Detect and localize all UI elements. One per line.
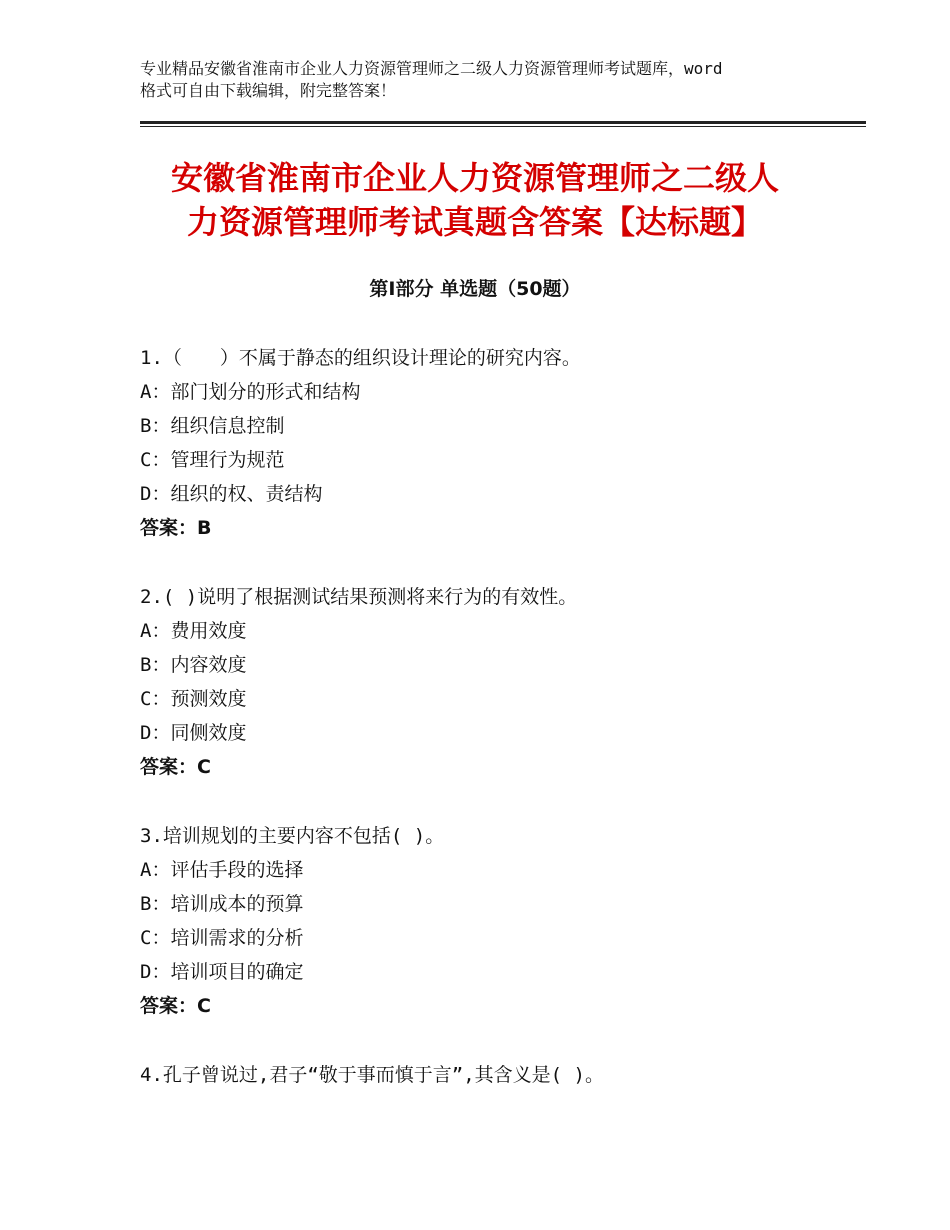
question-stem: 2.( )说明了根据测试结果预测将来行为的有效性。: [140, 586, 578, 608]
option-a: A：部门划分的形式和结构: [140, 381, 361, 403]
option-a: A：评估手段的选择: [140, 859, 304, 881]
option-b: B：组织信息控制: [140, 415, 285, 437]
question-stem: 3.培训规划的主要内容不包括( )。: [140, 825, 445, 847]
option-c: C：管理行为规范: [140, 449, 285, 471]
option-d: D：同侧效度: [140, 722, 247, 744]
answer: 答案：B: [140, 517, 212, 539]
header-note-line-1: 专业精品安徽省淮南市企业人力资源管理师之二级人力资源管理师考试题库，word: [140, 59, 723, 78]
answer: 答案：C: [140, 756, 211, 778]
header-note-line-2: 格式可自由下载编辑，附完整答案！: [140, 81, 397, 100]
answer: 答案：C: [140, 995, 211, 1017]
header-divider-thin: [140, 126, 866, 127]
option-c: C：预测效度: [140, 688, 247, 710]
question-3: [140, 819, 860, 1023]
option-d: D：培训项目的确定: [140, 961, 304, 983]
option-a: A：费用效度: [140, 620, 247, 642]
question-4: [140, 1058, 860, 1092]
option-b: B：内容效度: [140, 654, 247, 676]
question-2: [140, 580, 860, 784]
header-note: [140, 58, 830, 102]
option-b: B：培训成本的预算: [140, 893, 304, 915]
option-d: D：组织的权、责结构: [140, 483, 323, 505]
question-1: [140, 341, 860, 545]
question-stem: 4.孔子曾说过,君子“敬于事而慎于言”,其含义是( )。: [140, 1064, 604, 1086]
header-divider-thick: [140, 121, 866, 124]
option-c: C：培训需求的分析: [140, 927, 304, 949]
document-title-line-2: 力资源管理师考试真题含答案【达标题】: [186, 203, 763, 241]
question-stem: 1.（ ）不属于静态的组织设计理论的研究内容。: [140, 347, 581, 369]
section-heading: 第Ⅰ部分 单选题（50题）: [369, 278, 581, 300]
document-title-line-1: 安徽省淮南市企业人力资源管理师之二级人: [170, 159, 779, 197]
document-title: [100, 156, 850, 244]
